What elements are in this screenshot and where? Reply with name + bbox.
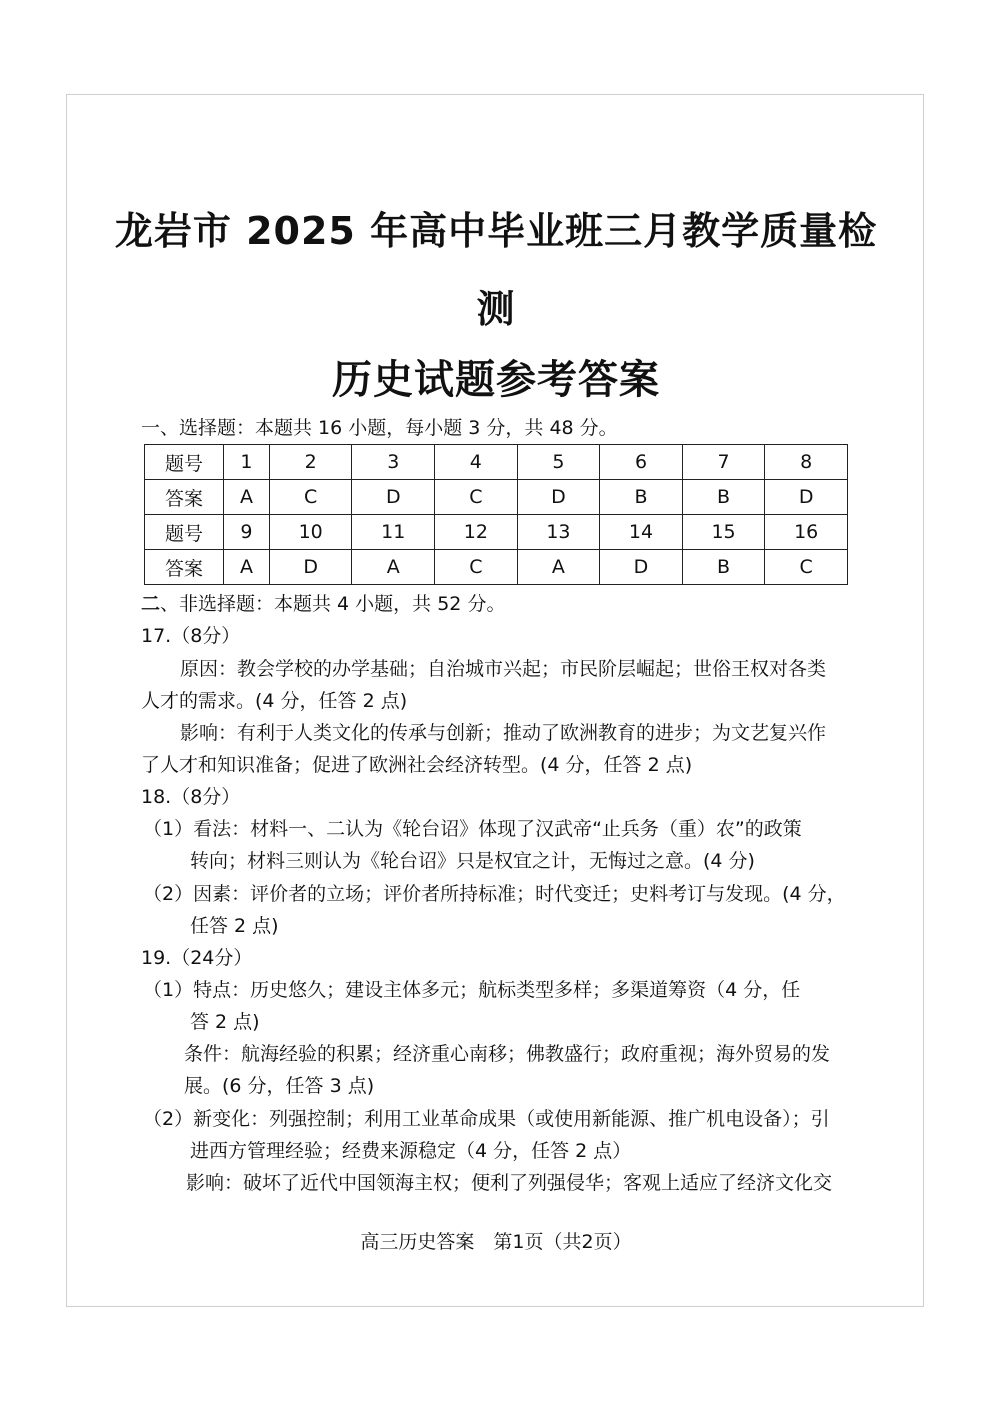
table-cell: B: [682, 480, 765, 515]
section2-heading-text: 、非选择题：本题共 4 小题，共 52 分。: [160, 593, 506, 615]
exam-title-line1: 龙岩市 2025 年高中毕业班三月教学质量检: [114, 209, 878, 253]
q18-part1-line1: （1）看法：材料一、二认为《轮台诏》体现了汉武帝“止兵务（重）农”的政策: [143, 818, 802, 840]
q17-label: 17.（8分）: [141, 625, 241, 647]
table-cell: 4: [435, 445, 518, 480]
table-row: [145, 550, 848, 585]
table-cell: D: [517, 480, 600, 515]
table-cell: 5: [517, 445, 600, 480]
table-cell: C: [765, 550, 848, 585]
table-cell: 12: [435, 515, 518, 550]
table-cell: 6: [600, 445, 683, 480]
q19-part2-line1: （2）新变化：列强控制；利用工业革命成果（或使用新能源、推广机电设备）；引: [143, 1108, 830, 1130]
q19-impact-line1: 影响：破坏了近代中国领海主权；便利了列强侵华；客观上适应了经济文化交: [186, 1172, 833, 1194]
table-cell: B: [600, 480, 683, 515]
table-cell: 14: [600, 515, 683, 550]
exam-title-line2: 测: [476, 287, 516, 331]
table-cell: 题号: [145, 445, 224, 480]
table-cell: D: [600, 550, 683, 585]
q18-part1-line2: 转向；材料三则认为《轮台诏》只是权宜之计，无悔过之意。(4 分): [190, 850, 755, 872]
page-footer: 高三历史答案 第1页（共2页）: [360, 1231, 632, 1253]
table-cell: 1: [224, 445, 270, 480]
q19-condition-line2: 展。(6 分，任答 3 点): [184, 1075, 375, 1097]
answer-table: [144, 444, 848, 585]
table-cell: 16: [765, 515, 848, 550]
table-cell: A: [224, 480, 270, 515]
q19-label: 19.（24分）: [141, 947, 253, 969]
q17-impact-line2: 了人才和知识准备；促进了欧洲社会经济转型。(4 分，任答 2 点): [141, 754, 693, 776]
table-cell: 答案: [145, 550, 224, 585]
table-cell: D: [765, 480, 848, 515]
section2-heading: [141, 595, 505, 614]
q17-reason-line2: 人才的需求。(4 分，任答 2 点): [141, 690, 408, 712]
table-row: [145, 445, 848, 480]
q17-reason-line1: 原因：教会学校的办学基础；自治城市兴起；市民阶层崛起；世俗王权对各类: [180, 658, 827, 680]
table-cell: C: [269, 480, 352, 515]
table-cell: 2: [269, 445, 352, 480]
section2-number: 二: [141, 593, 161, 615]
table-cell: 题号: [145, 515, 224, 550]
table-cell: 9: [224, 515, 270, 550]
table-cell: 10: [269, 515, 352, 550]
table-cell: A: [517, 550, 600, 585]
q19-part1-line2: 答 2 点): [190, 1011, 260, 1033]
table-cell: A: [224, 550, 270, 585]
table-cell: A: [352, 550, 435, 585]
table-cell: C: [435, 550, 518, 585]
table-row: [145, 515, 848, 550]
table-cell: 11: [352, 515, 435, 550]
table-cell: 答案: [145, 480, 224, 515]
table-cell: 15: [682, 515, 765, 550]
table-row: [145, 480, 848, 515]
q18-label: 18.（8分）: [141, 786, 241, 808]
q18-part2-line1: （2）因素：评价者的立场；评价者所持标准；时代变迁；史料考订与发现。(4 分，: [143, 883, 846, 905]
q18-part2-line2: 任答 2 点): [190, 915, 279, 937]
q19-part2-line2: 进西方管理经验；经费来源稳定（4 分，任答 2 点）: [190, 1140, 632, 1162]
table-cell: 8: [765, 445, 848, 480]
table-cell: 13: [517, 515, 600, 550]
table-cell: 3: [352, 445, 435, 480]
q19-condition-line1: 条件：航海经验的积累；经济重心南移；佛教盛行；政府重视；海外贸易的发: [184, 1043, 831, 1065]
section1-heading: 一、选择题：本题共 16 小题，每小题 3 分，共 48 分。: [141, 417, 618, 439]
q19-part1-line1: （1）特点：历史悠久；建设主体多元；航标类型多样；多渠道筹资（4 分，任: [143, 979, 801, 1001]
table-cell: C: [435, 480, 518, 515]
table-cell: 7: [682, 445, 765, 480]
table-cell: B: [682, 550, 765, 585]
exam-subtitle: 历史试题参考答案: [332, 357, 660, 403]
table-cell: D: [352, 480, 435, 515]
q17-impact-line1: 影响：有利于人类文化的传承与创新；推动了欧洲教育的进步；为文艺复兴作: [180, 722, 827, 744]
table-cell: D: [269, 550, 352, 585]
